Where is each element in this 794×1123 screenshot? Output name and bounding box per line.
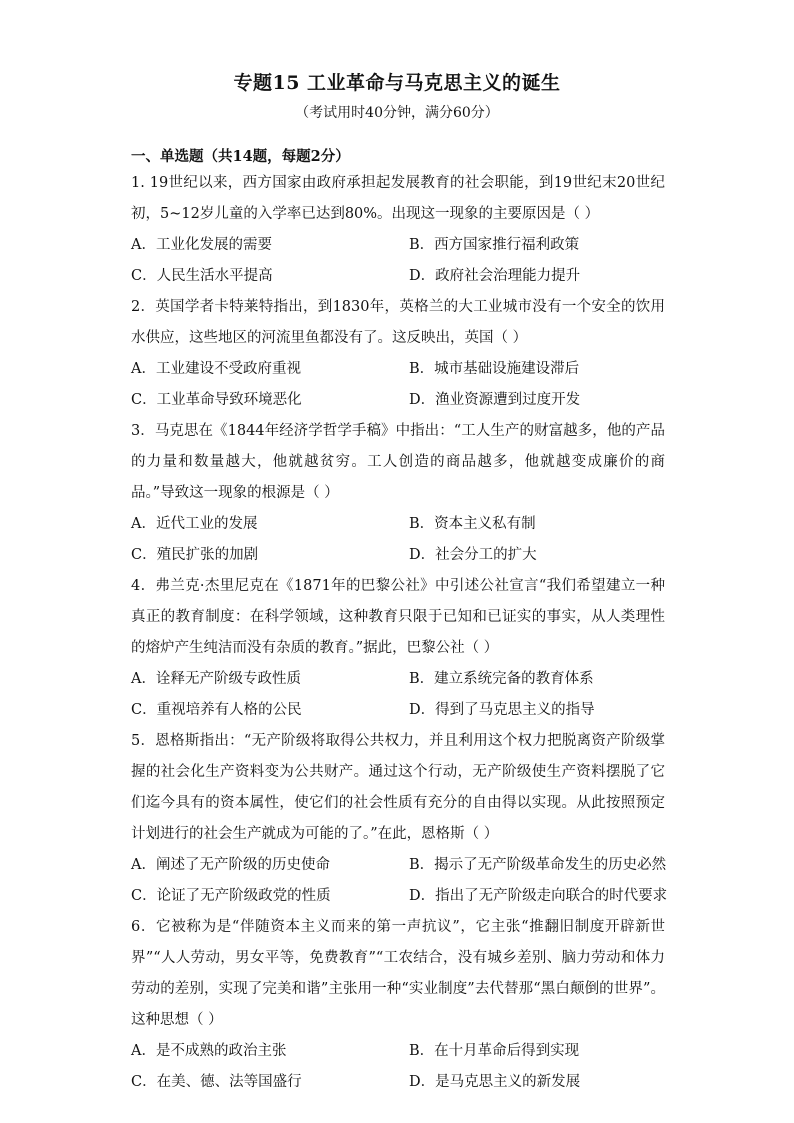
option-grid bbox=[131, 664, 665, 726]
option-a: A．工业化发展的需要 bbox=[131, 237, 272, 253]
option-d: D．政府社会治理能力提升 bbox=[409, 268, 581, 284]
option-c: C．论证了无产阶级政党的性质 bbox=[131, 888, 331, 904]
page-title: 专题15 工业革命与马克思主义的诞生 bbox=[233, 72, 561, 94]
question-item bbox=[131, 292, 665, 416]
question-stem: 1. 19世纪以来，西方国家由政府承担起发展教育的社会职能，到19世纪末20世纪初，5~12岁儿童的入学率已达到80%。出现这一现象的主要原因是（ ） bbox=[131, 175, 665, 222]
question-item bbox=[131, 571, 665, 726]
question-item bbox=[131, 416, 665, 571]
option-d: D．社会分工的扩大 bbox=[409, 547, 537, 563]
question-item bbox=[131, 168, 665, 292]
option-d: D．是马克思主义的新发展 bbox=[409, 1074, 581, 1090]
option-a: A．是不成熟的政治主张 bbox=[131, 1043, 287, 1059]
option-b: B．建立系统完备的教育体系 bbox=[409, 671, 594, 687]
option-d: D．得到了马克思主义的指导 bbox=[409, 702, 595, 718]
option-grid bbox=[131, 850, 668, 912]
question-item bbox=[131, 726, 668, 912]
option-a: A．阐述了无产阶级的历史使命 bbox=[131, 857, 330, 873]
option-grid bbox=[131, 230, 665, 292]
option-grid bbox=[131, 354, 665, 416]
option-b: B．资本主义私有制 bbox=[409, 516, 536, 532]
question-item bbox=[131, 912, 665, 1098]
question-stem: 2．英国学者卡特莱特指出，到1830年，英格兰的大工业城市没有一个安全的饮用水供应，这些地区的河流里鱼都没有了。这反映出，英国（ ） bbox=[131, 299, 665, 346]
option-grid bbox=[131, 509, 665, 571]
question-stem: 5．恩格斯指出：“无产阶级将取得公共权力，并且利用这个权力把脱离资产阶级掌握的社会化生产资料变为公共财产。通过这个行动，无产阶级使生产资料摆脱了它们迄今具有的资本属性，使它们的社会性质有充分的自由得以实现。从此按照预定计划进行的社会生产就成为可能的了。”在此，恩格斯（ ） bbox=[131, 733, 665, 842]
section-heading: 一、单选题（共14题，每题2分） bbox=[131, 148, 350, 165]
question-stem: 4．弗兰克·杰里尼克在《1871年的巴黎公社》中引述公社宣言“我们希望建立一种真正的教育制度：在科学领域，这种教育只限于已知和已证实的事实，从人类理性的熔炉产生纯洁而没有杂质的教育。”据此，巴黎公社（ ） bbox=[131, 578, 665, 656]
option-grid bbox=[131, 1036, 665, 1098]
option-c: C．殖民扩张的加剧 bbox=[131, 547, 259, 563]
question-list bbox=[131, 168, 668, 1098]
option-b: B．在十月革命后得到实现 bbox=[409, 1043, 580, 1059]
option-d: D．指出了无产阶级走向联合的时代要求 bbox=[409, 888, 668, 904]
option-a: A．工业建设不受政府重视 bbox=[131, 361, 301, 377]
option-d: D．渔业资源遭到过度开发 bbox=[409, 392, 581, 408]
option-b: B．揭示了无产阶级革命发生的历史必然 bbox=[409, 857, 667, 873]
question-stem: 6．它被称为是“伴随资本主义而来的第一声抗议”，它主张“推翻旧制度开辟新世界”“人人劳动，男女平等，免费教育”“工农结合，没有城乡差别、脑力劳动和体力劳动的差别，实现了完美和谐”主张用一种“实业制度”去代替那“黑白颠倒的世界”。这种思想（ ） bbox=[131, 919, 665, 1028]
question-stem: 3．马克思在《1844年经济学哲学手稿》中指出：“工人生产的财富越多，他的产品的力量和数量越大，他就越贫穷。工人创造的商品越多，他就越变成廉价的商品。”导致这一现象的根源是（ ） bbox=[131, 423, 665, 501]
option-c: C．在美、德、法等国盛行 bbox=[131, 1074, 302, 1090]
option-b: B．城市基础设施建设滞后 bbox=[409, 361, 580, 377]
option-c: C．人民生活水平提高 bbox=[131, 268, 273, 284]
exam-info: （考试用时40分钟，满分60分） bbox=[295, 105, 499, 121]
option-a: A．诠释无产阶级专政性质 bbox=[131, 671, 301, 687]
option-c: C．工业革命导致环境恶化 bbox=[131, 392, 302, 408]
option-a: A．近代工业的发展 bbox=[131, 516, 258, 532]
option-b: B．西方国家推行福利政策 bbox=[409, 237, 580, 253]
option-c: C．重视培养有人格的公民 bbox=[131, 702, 302, 718]
